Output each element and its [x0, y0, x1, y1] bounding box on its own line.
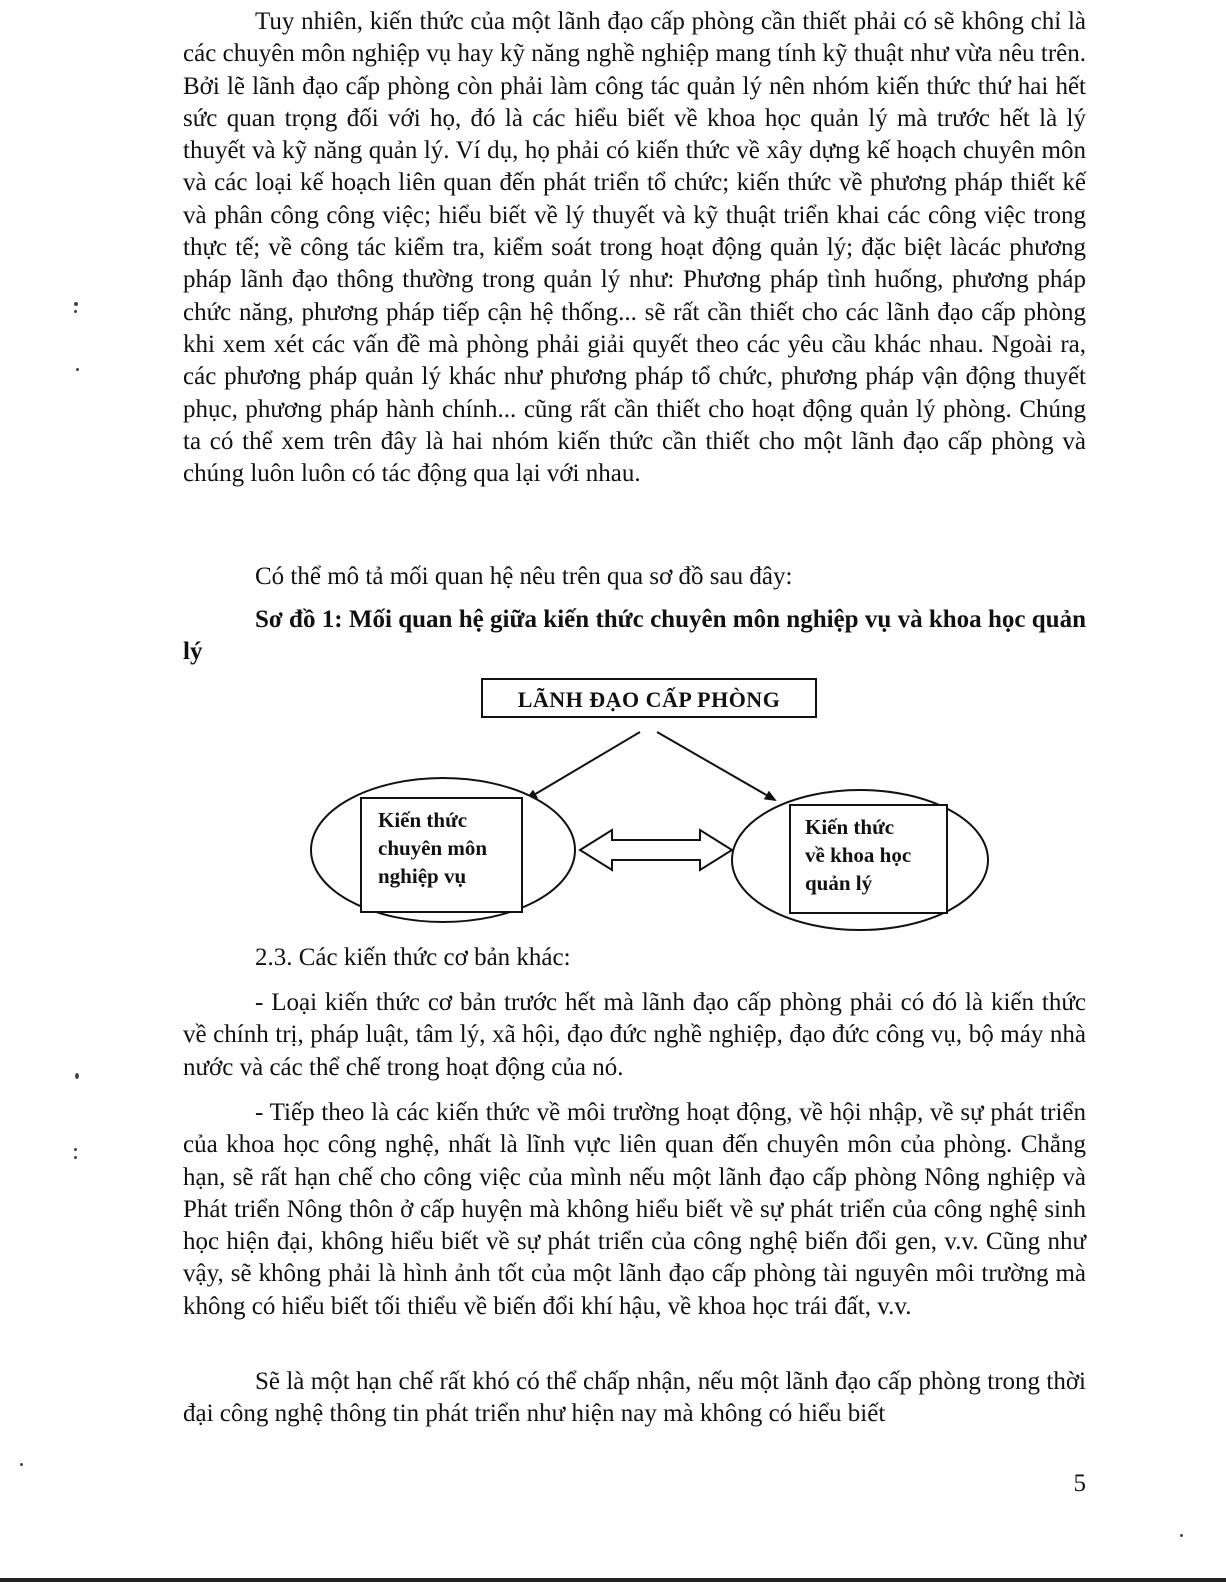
paragraph-basic-knowledge	[183, 987, 1086, 1084]
left-box-line-3: nghiệp vụ	[378, 864, 467, 888]
scan-speck	[20, 1463, 23, 1466]
paragraph-text: - Tiếp theo là các kiến thức về môi trường hoạt động, về hội nhập, về sự phát triển của khoa học công nghệ, nhất là lĩnh vực liên quan đến chuyên môn của phòng. Chẳng hạn, sẽ rất hạn chế cho công việc của mình nếu một lãnh đạo cấp phòng Nông nghiệp và Phát triển Nông thôn ở cấp huyện mà không hiểu biết về sự phát triển của công nghệ sinh học hiện đại, không hiểu biết về sự phát triển của công nghệ biến đổi gen, v.v. Cũng như vậy, sẽ không phải là hình ảnh tốt của một lãnh đạo cấp phòng tài nguyên môi trường mà không có hiểu biết tối thiểu về biến đổi khí hậu, về khoa học trái đất, v.v.	[183, 1099, 1086, 1320]
right-box-line-3: quản lý	[805, 871, 873, 895]
left-node	[311, 778, 575, 922]
paragraph-environment-knowledge	[183, 1097, 1086, 1323]
right-box-line-2: về khoa học	[805, 843, 912, 867]
bidirectional-arrow	[580, 830, 732, 870]
arrow-to-right	[657, 732, 775, 800]
scan-speck	[74, 310, 77, 313]
scan-speck	[76, 368, 79, 371]
page-number: 5	[1073, 1470, 1086, 1497]
top-box-label: LÃNH ĐẠO CẤP PHÒNG	[517, 687, 781, 712]
right-box-line-1: Kiến thức	[805, 815, 895, 839]
caption-text: Sơ đồ 1: Mối quan hệ giữa kiến thức chuyên môn nghiệp vụ và khoa học quản lý	[183, 606, 1086, 665]
arrow-to-left	[527, 732, 640, 799]
paragraph-text: Sẽ là một hạn chế rất khó có thể chấp nhận, nếu một lãnh đạo cấp phòng trong thời đại công nghệ thông tin phát triển như hiện nay mà không có hiểu biết	[183, 1368, 1086, 1428]
section-heading-2-3	[183, 942, 1086, 974]
paragraph-it-knowledge	[183, 1366, 1086, 1431]
paragraph-text: Tuy nhiên, kiến thức của một lãnh đạo cấp phòng cần thiết phải có sẽ không chỉ là các chuyên môn nghiệp vụ hay kỹ năng nghề nghiệp mang tính kỹ thuật như vừa nêu trên. Bởi lẽ lãnh đạo cấp phòng còn phải làm công tác quản lý nên nhóm kiến thức thứ hai hết sức quan trọng đối với họ, đó là các hiểu biết về khoa học quản lý mà trước hết là lý thuyết và kỹ năng quản lý. Ví dụ, họ phải có kiến thức về xây dựng kế hoạch chuyên môn và các loại kế hoạch liên quan đến phát triển tổ chức; kiến thức về phương pháp thiết kế và phân công công việc; hiểu biết về lý thuyết và kỹ thuật triển khai các công việc trong thực tế; về công tác kiểm tra, kiểm soát trong hoạt động quản lý; đặc biệt làcác phương pháp lãnh đạo thông thường trong quản lý như: Phương pháp tình huống, phương pháp chức năng, phương pháp tiếp cận hệ thống... sẽ rất cần thiết cho các lãnh đạo cấp phòng khi xem xét các vấn đề mà phòng phải giải quyết theo các yêu cầu khác nhau. Ngoài ra, các phương pháp quản lý khác như phương pháp tổ chức, phương pháp vận động thuyết phục, phương pháp hành chính... cũng rất cần thiết cho hoạt động quản lý phòng. Chúng ta có thể xem trên đây là hai nhóm kiến thức cần thiết cho một lãnh đạo cấp phòng và chúng luôn luôn có tác động qua lại với nhau.	[183, 8, 1086, 488]
right-node	[732, 790, 988, 930]
left-box-line-1: Kiến thức	[378, 808, 468, 832]
left-box-line-2: chuyên môn	[378, 836, 488, 860]
section-heading-text: 2.3. Các kiến thức cơ bản khác:	[255, 944, 571, 971]
paragraph-text: Có thể mô tả mối quan hệ nêu trên qua sơ đồ sau đây:	[255, 563, 793, 590]
scan-edge	[0, 1578, 1226, 1582]
top-box	[482, 679, 816, 717]
scan-speck	[75, 1073, 79, 1079]
scan-speck	[74, 1156, 77, 1159]
paragraph-text: - Loại kiến thức cơ bản trước hết mà lãnh đạo cấp phòng phải có đó là kiến thức về chính trị, pháp luật, tâm lý, xã hội, đạo đức nghề nghiệp, đạo đức công vụ, bộ máy nhà nước và các thể chế trong hoạt động của nó.	[183, 989, 1086, 1081]
scan-speck	[74, 302, 78, 306]
scan-speck	[74, 1148, 77, 1151]
scan-speck	[1180, 1534, 1183, 1537]
